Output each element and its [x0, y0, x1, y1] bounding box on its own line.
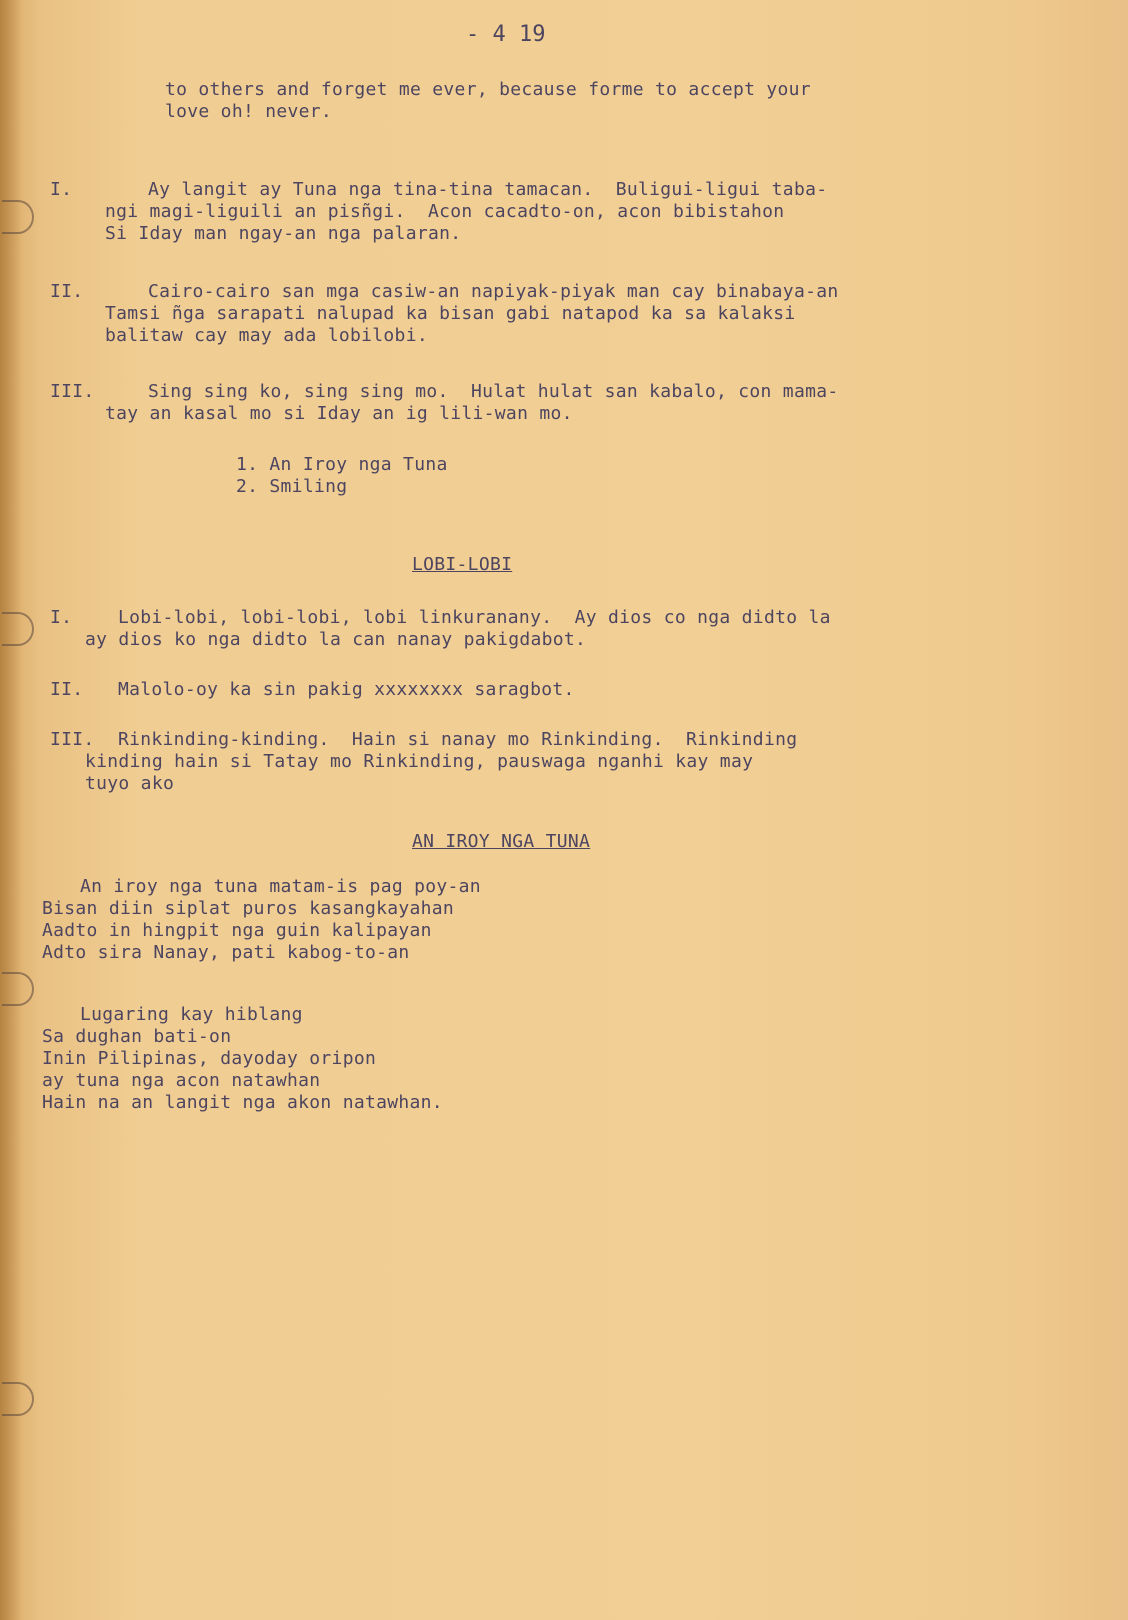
verse-number: III.: [50, 381, 95, 402]
list-item: 2. Smiling: [236, 476, 348, 497]
verse-line: kinding hain si Tatay mo Rinkinding, pauswaga nganhi kay may: [85, 751, 754, 772]
intro-line: to others and forget me ever, because forme to accept your: [165, 79, 811, 100]
verse-line: Cairo-cairo san mga casiw-an napiyak-piyak man cay binabaya-an: [148, 281, 839, 302]
poem-line: ay tuna nga acon natawhan: [42, 1070, 321, 1091]
verse-line: Rinkinding-kinding. Hain si nanay mo Rinkinding. Rinkinding: [118, 729, 798, 750]
verse-number: I.: [50, 179, 73, 200]
verse-line: tay an kasal mo si Iday an ig lili-wan mo.: [105, 403, 573, 424]
verse-line: Malolo-oy ka sin pakig xxxxxxxx saragbot.: [118, 679, 575, 700]
binder-hole: [2, 612, 34, 646]
page-edge-shadow: [0, 0, 22, 1620]
binder-hole: [2, 200, 34, 234]
verse-line: Tamsi ñga sarapati nalupad ka bisan gabi natapod ka sa kalaksi: [105, 303, 796, 324]
poem-line: Inin Pilipinas, dayoday oripon: [42, 1048, 377, 1069]
verse-line: Ay langit ay Tuna nga tina-tina tamacan. Buligui-ligui taba-: [148, 179, 828, 200]
verse-line: ngi magi-liguili an pisñgi. Acon cacadto-on, acon bibistahon: [105, 201, 785, 222]
verse-line: balitaw cay may ada lobilobi.: [105, 325, 428, 346]
poem-line: Bisan diin siplat puros kasangkayahan: [42, 898, 455, 919]
poem-line: Sa dughan bati-on: [42, 1026, 232, 1047]
verse-line: tuyo ako: [85, 773, 175, 794]
binder-hole: [2, 972, 34, 1006]
intro-line: love oh! never.: [165, 101, 333, 122]
verse-line: ay dios ko nga didto la can nanay pakigdabot.: [85, 629, 587, 650]
verse-line: Si Iday man ngay-an nga palaran.: [105, 223, 462, 244]
list-item: 1. An Iroy nga Tuna: [236, 454, 448, 475]
verse-number: III.: [50, 729, 95, 750]
poem-line: An iroy nga tuna matam-is pag poy-an: [80, 876, 481, 897]
poem-line: Hain na an langit nga akon natawhan.: [42, 1092, 443, 1113]
section-heading: LOBI-LOBI: [412, 554, 513, 575]
verse-line: Sing sing ko, sing sing mo. Hulat hulat san kabalo, con mama-: [148, 381, 839, 402]
section-heading: AN IROY NGA TUNA: [412, 831, 591, 852]
verse-number: II.: [50, 679, 84, 700]
verse-line: Lobi-lobi, lobi-lobi, lobi linkuranany. Ay dios co nga didto la: [118, 607, 831, 628]
poem-line: Adto sira Nanay, pati kabog-to-an: [42, 942, 410, 963]
verse-number: I.: [50, 607, 73, 628]
page-number: - 4 19: [466, 22, 546, 47]
binder-hole: [2, 1382, 34, 1416]
verse-number: II.: [50, 281, 84, 302]
poem-line: Aadto in hingpit nga guin kalipayan: [42, 920, 432, 941]
poem-line: Lugaring kay hiblang: [80, 1004, 303, 1025]
